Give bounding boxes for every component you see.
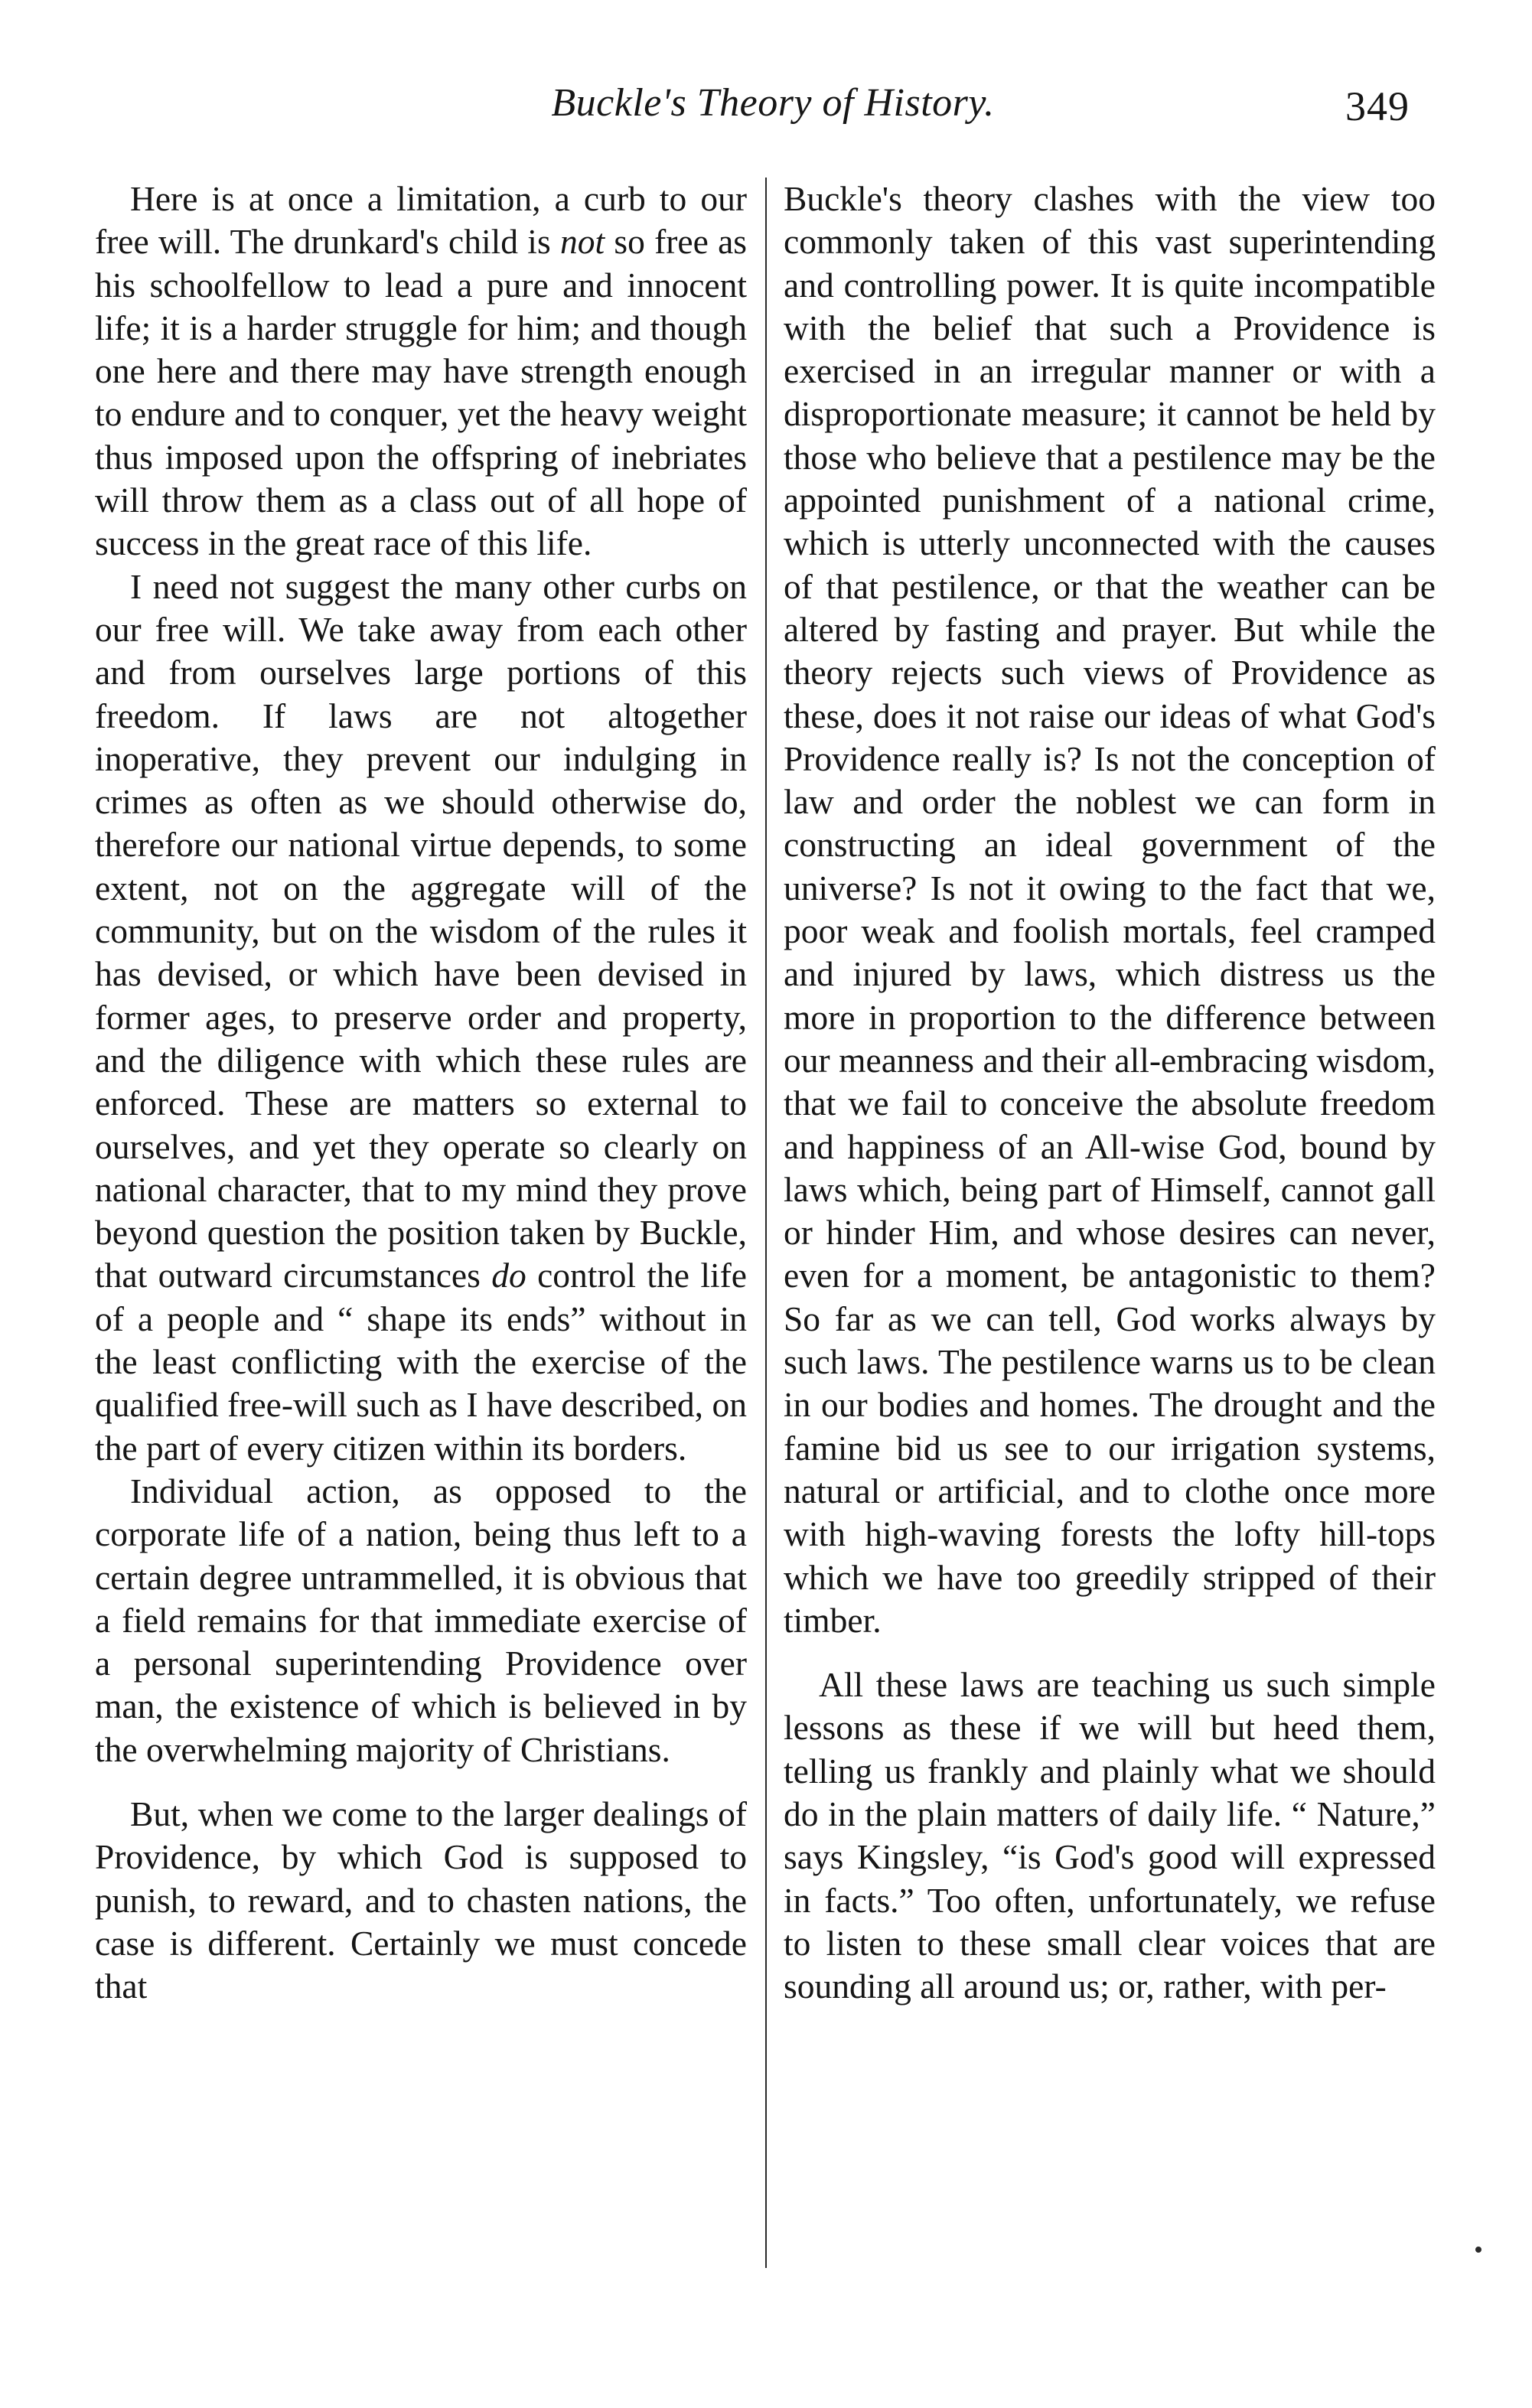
emphasis: not — [559, 222, 605, 262]
text-run: so free as his schoolfellow to lead a pure and innocent life; it is a harder struggle for him; and though one here and there may have strength enough to endure and to conquer, yet the heavy weight thus imposed upon the offspring of inebriates will throw them as a class out of all hope of success in the great race of this life. — [95, 222, 747, 563]
page-number: 349 — [1345, 83, 1410, 129]
text-run: I need not suggest the many other curbs on our free will. We take away from each other and from ourselves large portions of this freedom. If laws are not altogether inoperative, they prevent our indulging in crimes as often as we should otherwise do, therefore our national virtue depends, to some extent, not on the aggregate will of the community, but on the wisdom of the rules it has devised, or which have been devised in former ages, to preserve order and property, and the diligence with which these rules are enforced. These are matters so external to ourselves, and yet they operate so clearly on national character, that to my mind they prove beyond question the position taken by Buckle, that outward circumstances — [95, 566, 747, 1295]
right-column — [784, 178, 1436, 2008]
paragraph: All these laws are teaching us such simple lessons as these if we will but heed them, telling us frankly and plainly what we should do in the plain matters of daily life. “ Nature,” says Kingsley, “is God's good will expressed in facts.” Too often, unfortunately, we refuse to listen to these small clear voices that are sounding all around us; or, rather, with per- — [784, 1665, 1436, 2006]
paragraph: But, when we come to the larger dealings of Providence, by which God is supposed to punish, to reward, and to chasten nations, the case is different. Certainly we must concede that — [95, 1794, 747, 2006]
paragraph: Individual action, as opposed to the corporate life of a nation, being thus left to a certain degree untrammelled, it is obvious that a field remains for that immediate exercise of a personal superintending Providence over man, the existence of which is believed in by the overwhelming majority of Christians. — [95, 1471, 747, 1769]
paragraph — [95, 565, 747, 1470]
running-head: Buckle's Theory of History. — [551, 81, 995, 125]
text-run: control the life of a people and “ shape its ends” without in the least conflicting with the exercise of the qualified free-will such as I have described, on the part of every citizen within its borders. — [95, 1256, 747, 1468]
stray-mark — [1475, 2247, 1481, 2253]
left-column — [95, 178, 747, 2008]
column-rule — [765, 178, 767, 2268]
paragraph — [95, 178, 747, 565]
paragraph: Buckle's theory clashes with the view too commonly taken of this vast superintending and controlling power. It is quite incompatible with the belief that such a Providence is exercised in an irregular manner or with a disproportionate measure; it cannot be held by those who believe that a pestilence may be the appointed punishment of a national crime, which is utterly unconnected with the causes of that pestilence, or that the weather can be altered by fasting and prayer. But while the theory rejects such views of Providence as these, does it not raise our ideas of what God's Providence really is? Is not the conception of law and order the noblest we can form in constructing an ideal government of the universe? Is not it owing to the fact that we, poor weak and foolish mortals, feel cramped and injured by laws, which distress us the more in proportion to the difference between our meanness and their all-embracing wisdom, that we fail to conceive the absolute freedom and happiness of an All-wise God, bound by laws which, being part of Himself, cannot gall or hinder Him, and whose desires can never, even for a moment, be antagonistic to them? So far as we can tell, God works always by such laws. The pestilence warns us to be clean in our bodies and homes. The drought and the famine bid us see to our irrigation systems, natural or artificial, and to clothe once more with high-waving forests the lofty hill-tops which we have too greedily stripped of their timber. — [784, 179, 1436, 1640]
text-run: Here is at once a limitation, a curb to our free will. The drunkard's child is — [95, 179, 747, 262]
emphasis: do — [491, 1256, 526, 1295]
